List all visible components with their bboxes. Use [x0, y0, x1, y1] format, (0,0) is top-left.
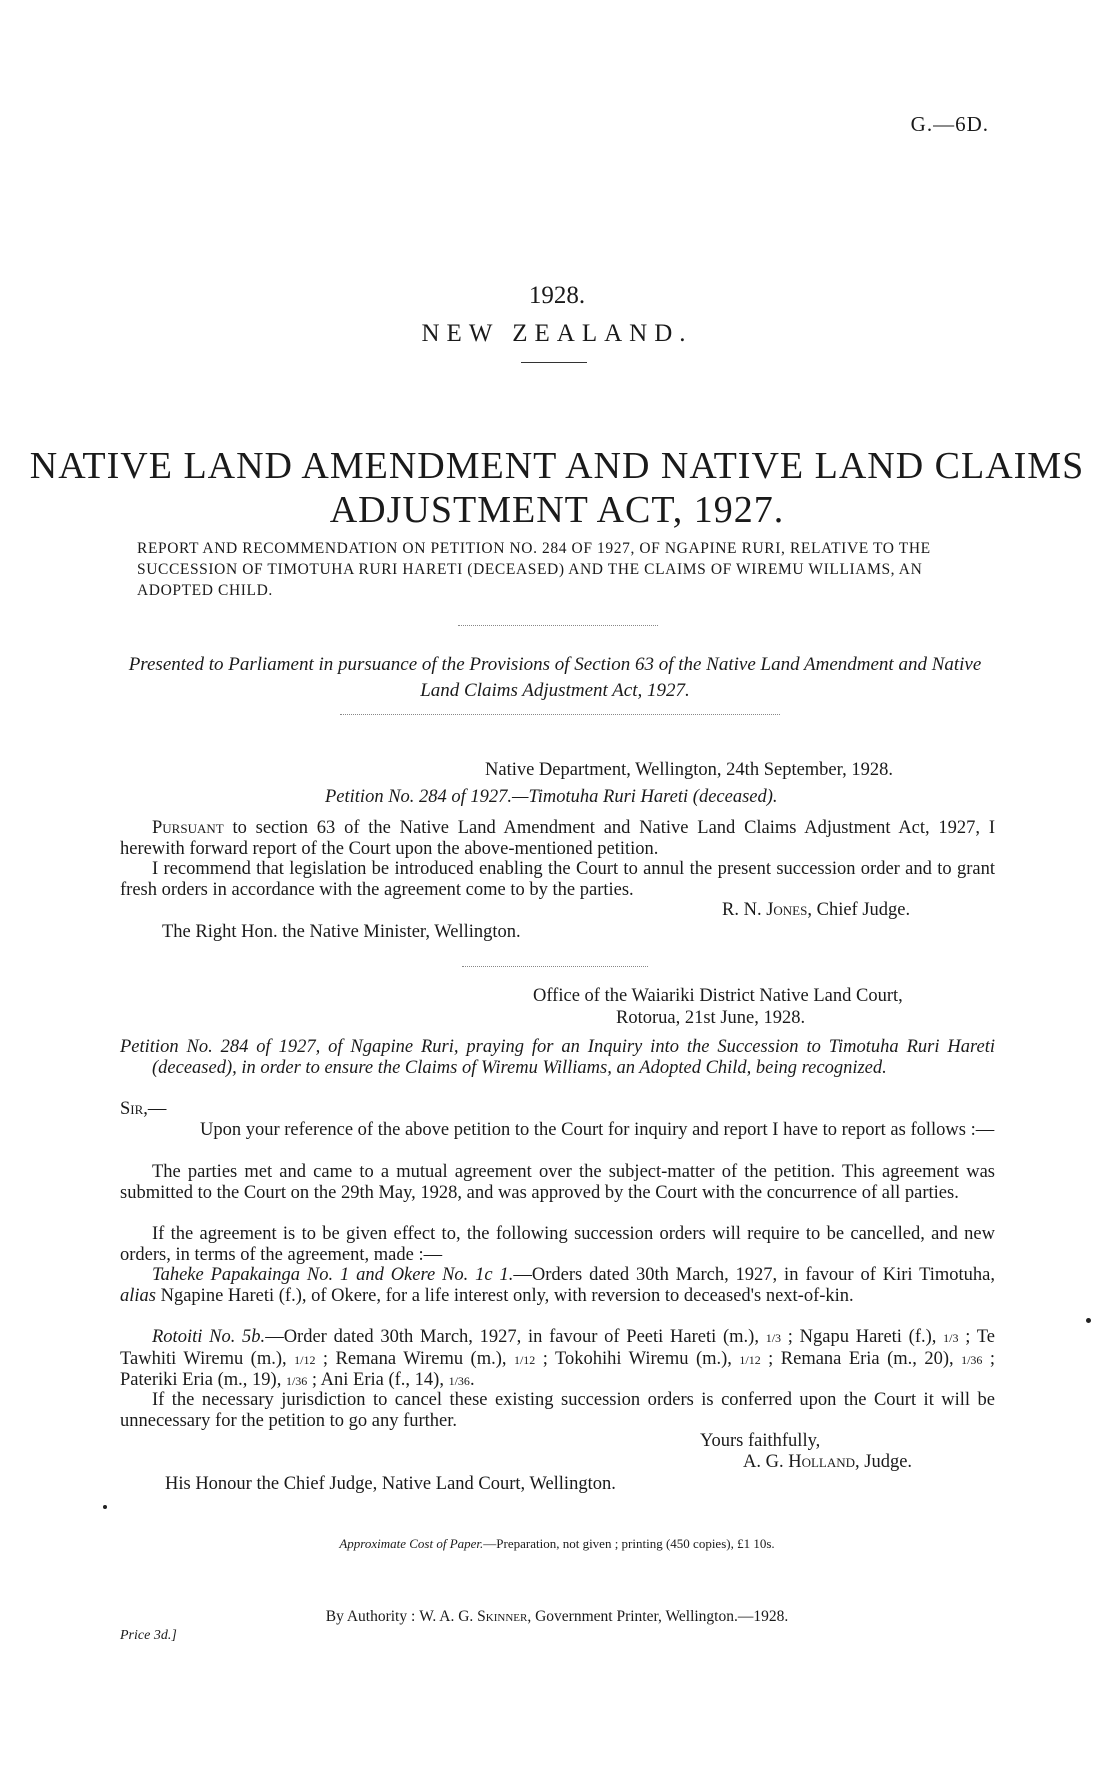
- title-line-2: ADJUSTMENT ACT, 1927.: [329, 489, 785, 531]
- letter2-paragraph-2: The parties met and came to a mutual agreement over the subject-matter of the petition. This agreement was submitted to the Court on the 29th May, 1928, and was approved by the Court with the concurrence of all parties.: [120, 1162, 995, 1203]
- cost-label: Approximate Cost of Paper.: [339, 1536, 484, 1551]
- paragraph-text: ; Ngapu Hareti (f.),: [781, 1327, 944, 1347]
- letter1-addressee: The Right Hon. the Native Minister, Wellington.: [162, 922, 521, 942]
- letter2-paragraph-3: If the agreement is to be given effect to, the following succession orders will require to be cancelled, and new orders, in terms of the agreement, made :—: [120, 1224, 995, 1265]
- print-speck: [103, 1505, 107, 1509]
- letter2-salutation: Sir,—: [120, 1099, 167, 1119]
- share-fraction: 1/36: [961, 1352, 983, 1367]
- paragraph-text: ; Pateriki Eria (m., 19),: [120, 1348, 996, 1390]
- land-block-name: Rotoiti No. 5b.: [152, 1327, 266, 1347]
- letter1-paragraph-1: [120, 818, 995, 859]
- paragraph-text: —Orders dated 30th March, 1927, in favour of Kiri Timotuha,: [513, 1265, 995, 1285]
- letter1-dateline: Native Department, Wellington, 24th September, 1928.: [485, 760, 893, 780]
- signature-title: , Chief Judge.: [807, 900, 911, 920]
- lead-word: Pursuant: [152, 818, 224, 838]
- share-fraction: 1/12: [513, 1352, 536, 1367]
- price-note: Price 3d.]: [120, 1628, 177, 1643]
- document-subtitle: REPORT AND RECOMMENDATION ON PETITION NO. 284 OF 1927, OF NGAPINE RURI, RELATIVE TO THE SUCCESSION OF TIMOTUHA RURI HARETI (DECEASED) AND THE CLAIMS OF WIREMU WILLIAMS, AN ADOPTED CHILD.: [137, 540, 931, 599]
- cost-note: [0, 1536, 1114, 1552]
- paragraph-text: .: [469, 1370, 475, 1390]
- presented-note: Presented to Parliament in pursuance of the Provisions of Section 63 of the Native Land Amendment and Native Land Claims Adjustment Act, 1927.: [128, 654, 982, 701]
- letter2-closing: Yours faithfully,: [700, 1431, 821, 1451]
- letter2-paragraph-1: Upon your reference of the above petition to the Court for inquiry and report I have to report as follows :—: [200, 1120, 995, 1140]
- letter2-paragraph-6: If the necessary jurisdiction to cancel these existing succession orders is conferred upon the Court it will be unnecessary for the petition to go any further.: [120, 1390, 995, 1431]
- printer-name: W. A. G. Skinner: [419, 1608, 528, 1625]
- document-title: [0, 444, 1114, 532]
- publication-year: 1928.: [528, 282, 586, 309]
- letter2-paragraph-4: [120, 1265, 995, 1306]
- paragraph-text: to section 63 of the Native Land Amendment and Native Land Claims Adjustment Act, 1927, I herewith forward report of the Court upon the above-mentioned petition.: [120, 818, 995, 859]
- share-fraction: 1/3: [943, 1331, 959, 1345]
- print-speck: [1086, 1318, 1091, 1323]
- letter2-paragraph-5: [120, 1327, 995, 1392]
- letter1-heading: Petition No. 284 of 1927.—Timotuha Ruri Hareti (deceased).: [325, 787, 778, 807]
- paragraph-text: ; Ani Eria (f., 14),: [307, 1370, 449, 1390]
- cost-details: —Preparation, not given ; printing (450 copies), £1 10s.: [483, 1536, 775, 1551]
- share-fraction: 1/12: [294, 1352, 316, 1367]
- land-block-name: Taheke Papakainga No. 1 and Okere No. 1c 1.: [152, 1265, 514, 1285]
- signature-title: , Judge.: [855, 1452, 913, 1472]
- paragraph-text: Ngapine Hareti (f.), of Okere, for a life interest only, with reversion to deceased's next-of-kin.: [155, 1285, 854, 1306]
- alias-word: alias: [120, 1285, 156, 1306]
- country-heading: NEW ZEALAND.: [421, 320, 693, 347]
- letter2-heading: Petition No. 284 of 1927, of Ngapine Ruri, praying for an Inquiry into the Succession to Timotuha Ruri Hareti (deceased), in order to ensure the Claims of Wiremu Williams, an Adopted Child, being recognized.: [120, 1037, 995, 1078]
- letter2-addressee: His Honour the Chief Judge, Native Land Court, Wellington.: [165, 1474, 616, 1494]
- signature-name: A. G. Holland: [743, 1452, 856, 1472]
- title-divider: [521, 362, 587, 363]
- letter1-paragraph-2: I recommend that legislation be introduced enabling the Court to annul the present succession order and to grant fresh orders in accordance with the agreement come to by the parties.: [120, 859, 995, 900]
- letter1-signature: [722, 900, 910, 921]
- authority-label: By Authority :: [325, 1608, 420, 1625]
- printer-details: , Government Printer, Wellington.—1928.: [527, 1608, 789, 1625]
- paragraph-text: ; Tokohihi Wiremu (m.),: [535, 1348, 740, 1369]
- letter2-office: Office of the Waiariki District Native Land Court,: [533, 986, 903, 1006]
- share-fraction: 1/36: [448, 1374, 470, 1388]
- signature-name: R. N. Jones: [722, 900, 808, 920]
- dotted-divider: [340, 714, 780, 715]
- document-reference: G.—6D.: [910, 112, 989, 136]
- letter2-place-date: Rotorua, 21st June, 1928.: [616, 1008, 806, 1028]
- share-fraction: 1/12: [739, 1352, 761, 1367]
- paragraph-text: ; Remana Wiremu (m.),: [315, 1348, 514, 1369]
- paragraph-text: ; Te Tawhiti Wiremu (m.),: [120, 1327, 996, 1369]
- paragraph-text: ; Remana Eria (m., 20),: [760, 1348, 962, 1369]
- share-fraction: 1/3: [765, 1331, 782, 1345]
- letter2-signature: [743, 1452, 912, 1473]
- dotted-divider: [458, 625, 658, 626]
- title-line-1: NATIVE LAND AMENDMENT AND NATIVE LAND CLAIMS: [29, 445, 1085, 487]
- share-fraction: 1/36: [285, 1374, 308, 1388]
- dotted-divider: [462, 966, 648, 967]
- paragraph-text: —Order dated 30th March, 1927, in favour of Peeti Hareti (m.),: [265, 1327, 766, 1347]
- printer-imprint: [0, 1608, 1114, 1626]
